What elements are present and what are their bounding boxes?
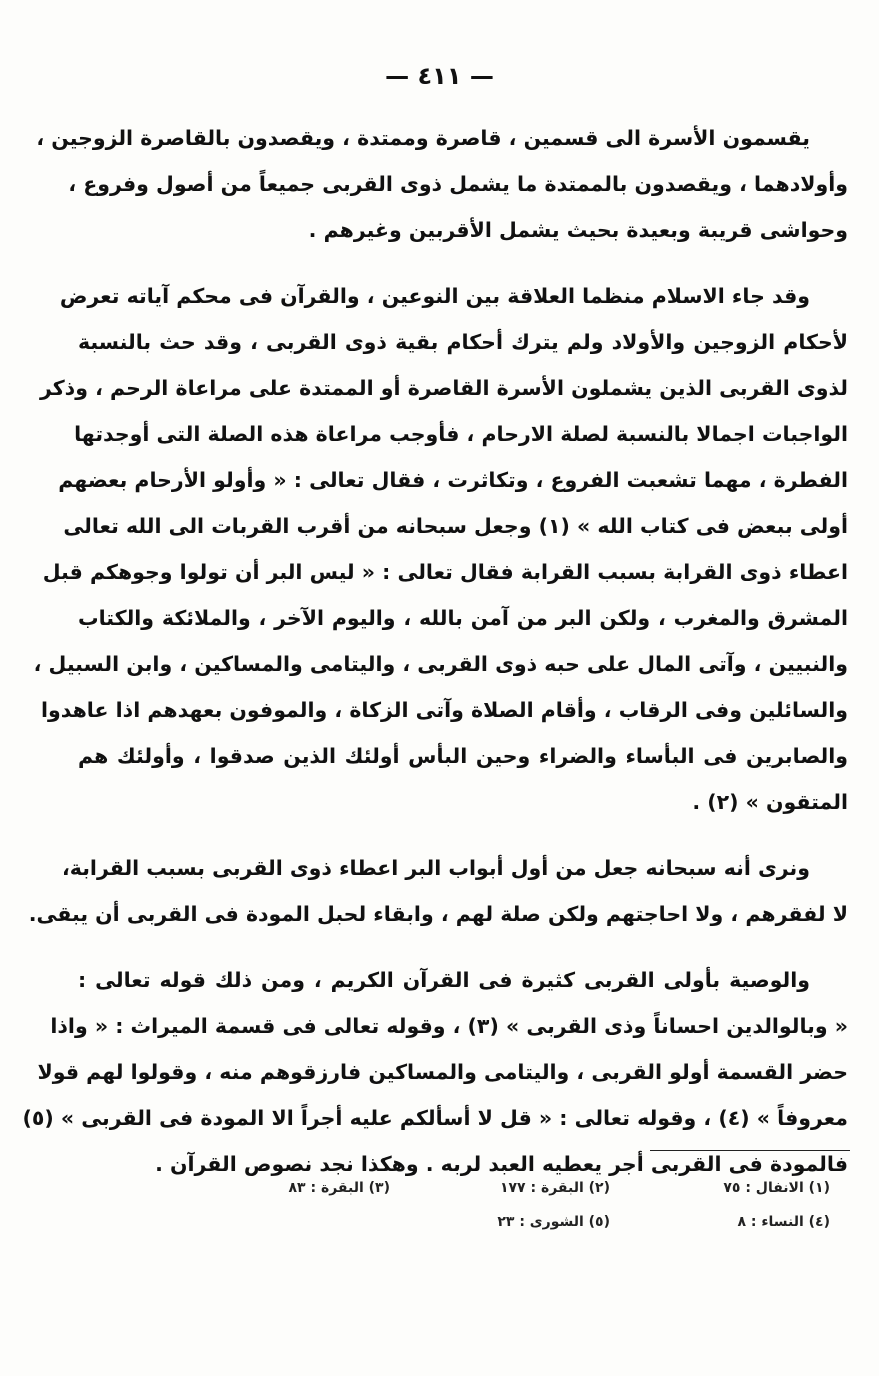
paragraph	[28, 845, 848, 937]
footnote: (٤) النساء : ٨	[737, 1214, 830, 1230]
paragraph	[36, 115, 848, 253]
text-line: وحواشى قريبة وبعيدة بحيث يشمل الأقربين وغيرهم .	[308, 218, 848, 242]
text-line: ونرى أنه سبحانه جعل من أول أبواب البر اعطاء ذوى القربى بسبب القرابة،	[62, 856, 810, 880]
text-line: المشرق والمغرب ، ولكن البر من آمن بالله ، واليوم الآخر ، والملائكة والكتاب	[78, 606, 848, 630]
footnote-separator	[650, 1150, 850, 1151]
text-line: يقسمون الأسرة الى قسمين ، قاصرة وممتدة ، ويقصدون بالقاصرة الزوجين ،	[36, 126, 810, 150]
footnotes	[190, 1180, 830, 1248]
page-number: — ٤١١ —	[385, 62, 494, 90]
footnote: (٢) البقرة : ١٧٧	[499, 1180, 610, 1196]
text-line: والوصية بأولى القربى كثيرة فى القرآن الكريم ، ومن ذلك قوله تعالى :	[78, 968, 810, 992]
footnote-row	[190, 1214, 830, 1230]
text-line: لا لفقرهم ، ولا احاجتهم ولكن صلة لهم ، وابقاء لحبل المودة فى القربى أن يبقى.	[28, 902, 848, 926]
text-line: أولى ببعض فى كتاب الله » (١) وجعل سبحانه من أقرب القربات الى الله تعالى	[63, 514, 848, 538]
text-line: اعطاء ذوى القرابة بسبب القرابة فقال تعالى : « ليس البر أن تولوا وجوهكم قبل	[42, 560, 848, 584]
text-line: والصابرين فى البأساء والضراء وحين البأس أولئك الذين صدقوا ، وأولئك هم	[78, 744, 848, 768]
text-line: الواجبات اجمالا بالنسبة لصلة الارحام ، فأوجب مراعاة هذه الصلة التى أوجدتها	[74, 422, 848, 446]
text-line: فالمودة فى القربى أجر يعطيه العبد لربه . وهكذا نجد نصوص القرآن .	[155, 1152, 848, 1176]
text-line: وقد جاء الاسلام منظما العلاقة بين النوعين ، والقرآن فى محكم آياته تعرض	[59, 284, 810, 308]
text-line: معروفاً » (٤) ، وقوله تعالى : « قل لا أسألكم عليه أجراً الا المودة فى القربى » (٥)	[22, 1106, 848, 1130]
footnote: (١) الانفال : ٧٥	[723, 1180, 830, 1196]
text-line: « وبالوالدين احساناً وذى القربى » (٣) ، وقوله تعالى فى قسمة الميراث : « واذا	[50, 1014, 848, 1038]
paragraph	[33, 273, 848, 825]
text-line: المتقون » (٢) .	[692, 790, 848, 814]
text-line: والسائلين وفى الرقاب ، وأقام الصلاة وآتى الزكاة ، والموفون بعهدهم اذا عاهدوا	[40, 698, 848, 722]
footnote-row	[190, 1180, 830, 1196]
text-line: الفطرة ، مهما تشعبت الفروع ، وتكاثرت ، فقال تعالى : « وأولو الأرحام بعضهم	[58, 468, 848, 492]
text-line: والنبيين ، وآتى المال على حبه ذوى القربى ، واليتامى والمساكين ، وابن السبيل ،	[33, 652, 848, 676]
footnote: (٣) البقرة : ٨٣	[288, 1180, 390, 1196]
paragraph	[22, 957, 848, 1187]
footnote: (٥) الشورى : ٢٣	[497, 1214, 610, 1230]
text-line: لأحكام الزوجين والأولاد ولم يترك أحكام بقية ذوى القربى ، وقد حث بالنسبة	[78, 330, 848, 354]
body-text	[22, 115, 848, 1207]
text-line: وأولادهما ، ويقصدون بالممتدة ما يشمل ذوى القربى جميعاً من أصول وفروع ،	[68, 172, 848, 196]
text-line: لذوى القربى الذين يشملون الأسرة القاصرة أو الممتدة على مراعاة الرحم ، وذكر	[40, 376, 848, 400]
text-line: حضر القسمة أولو القربى ، واليتامى والمساكين فارزقوهم منه ، وقولوا لهم قولا	[37, 1060, 848, 1084]
